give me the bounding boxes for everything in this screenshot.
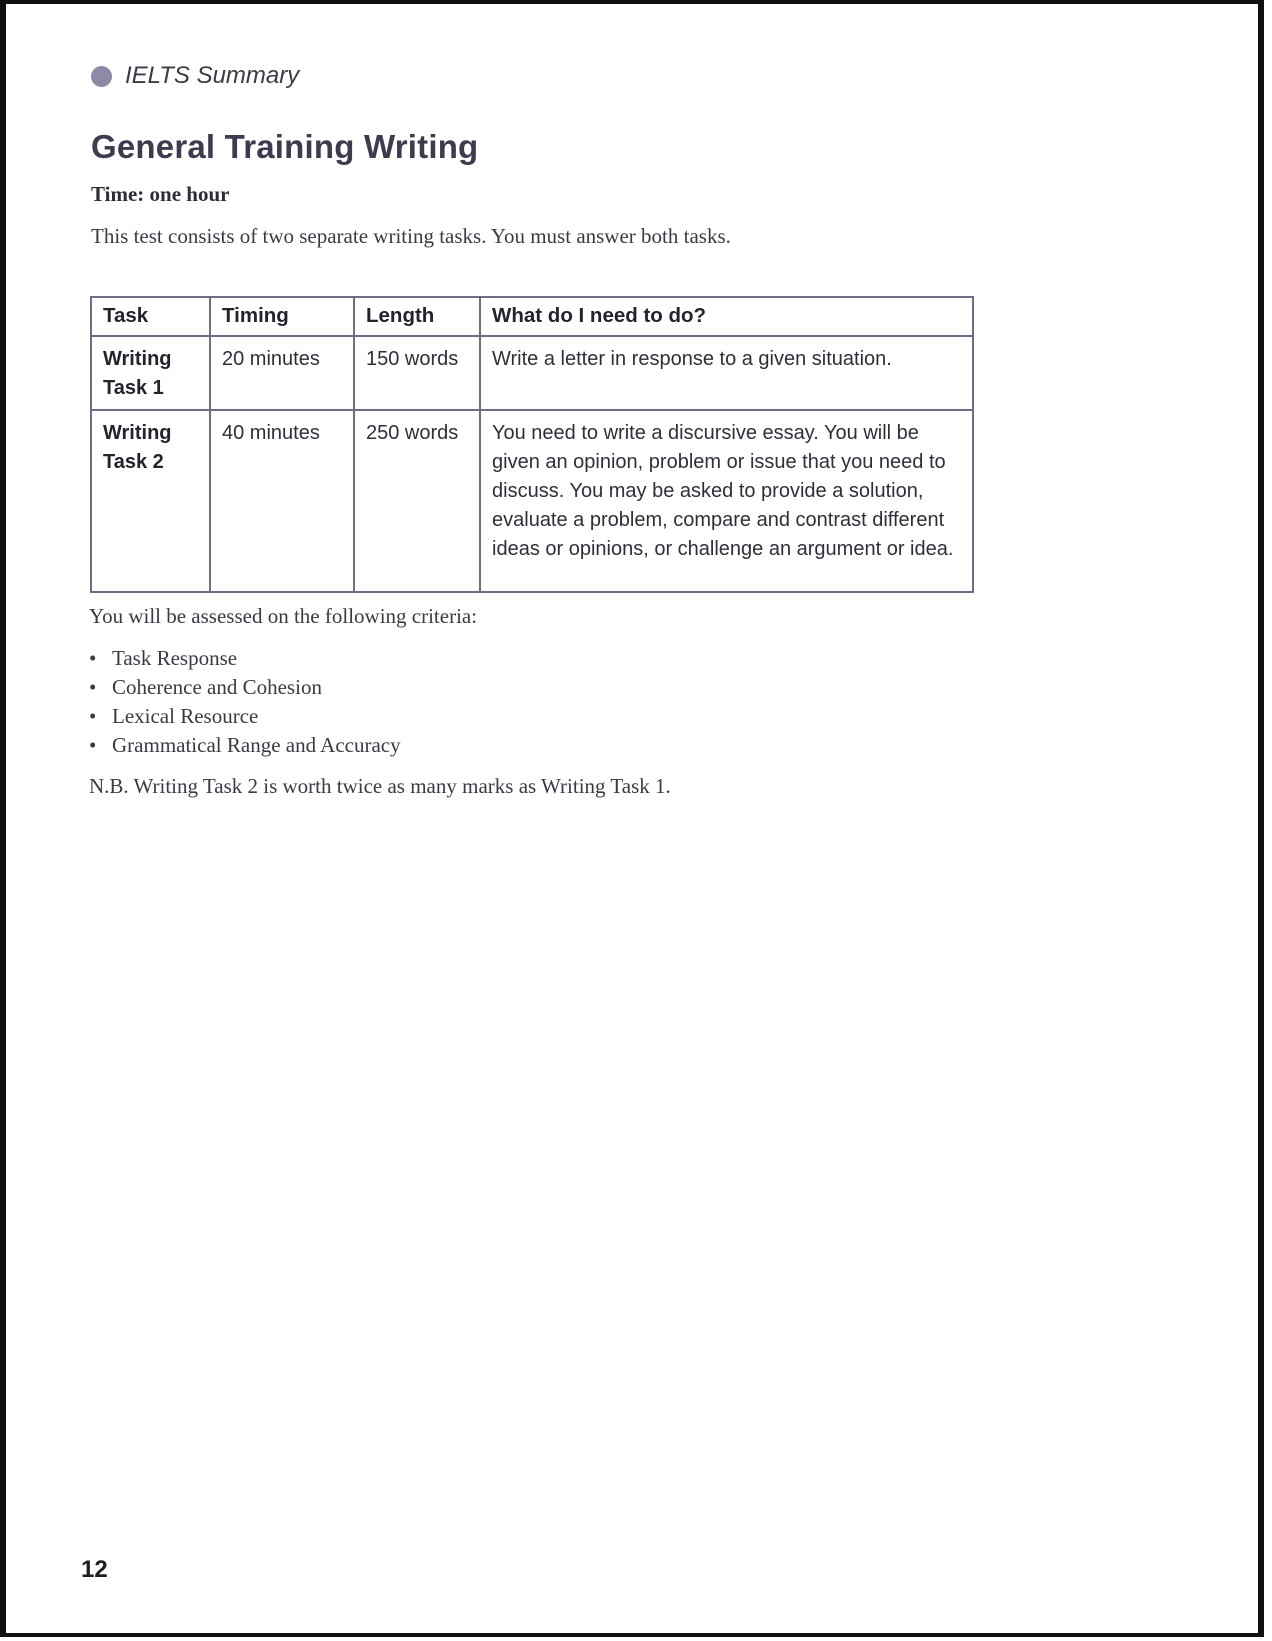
- running-head-text: IELTS Summary: [125, 62, 300, 89]
- list-item-label: Task Response: [112, 646, 238, 670]
- cell-length: 250 words: [354, 410, 480, 592]
- list-item: [89, 673, 401, 702]
- list-item-label: Grammatical Range and Accuracy: [112, 733, 401, 757]
- header-length: Length: [354, 297, 480, 336]
- bullet-icon: •: [89, 704, 97, 728]
- cell-description: Write a letter in response to a given situation.: [480, 336, 973, 410]
- list-item: [89, 731, 401, 760]
- list-item-label: Coherence and Cohesion: [112, 675, 322, 699]
- list-item: [89, 644, 401, 673]
- intro-paragraph: This test consists of two separate writing tasks. You must answer both tasks.: [91, 224, 731, 248]
- cell-task: Writing Task 2: [91, 410, 210, 592]
- cell-description: You need to write a discursive essay. You will be given an opinion, problem or issue that you need to discuss. You may be asked to provide a solution, evaluate a problem, compare and contrast different ideas or opinions, or challenge an argument or idea.: [480, 410, 973, 592]
- bullet-icon: •: [89, 646, 97, 670]
- header-description: What do I need to do?: [480, 297, 973, 336]
- criteria-list: [89, 644, 401, 760]
- table-row: [91, 336, 973, 410]
- time-allowed: Time: one hour: [91, 182, 230, 206]
- list-item: [89, 702, 401, 731]
- table-header-row: [91, 297, 973, 336]
- criteria-intro: You will be assessed on the following criteria:: [89, 604, 478, 628]
- list-item-label: Lexical Resource: [112, 704, 259, 728]
- cell-timing: 40 minutes: [210, 410, 354, 592]
- tasks-table: [90, 296, 974, 593]
- bullet-icon: •: [89, 675, 97, 699]
- cell-length: 150 words: [354, 336, 480, 410]
- header-task: Task: [91, 297, 210, 336]
- cell-timing: 20 minutes: [210, 336, 354, 410]
- bullet-icon: •: [89, 733, 97, 757]
- table-row: [91, 410, 973, 592]
- page-title: General Training Writing: [91, 128, 479, 165]
- running-head: [91, 62, 299, 90]
- header-timing: Timing: [210, 297, 354, 336]
- page-number: 12: [81, 1556, 108, 1583]
- footnote: N.B. Writing Task 2 is worth twice as many marks as Writing Task 1.: [89, 774, 671, 798]
- bullet-dot-icon: [91, 66, 112, 87]
- cell-task: Writing Task 1: [91, 336, 210, 410]
